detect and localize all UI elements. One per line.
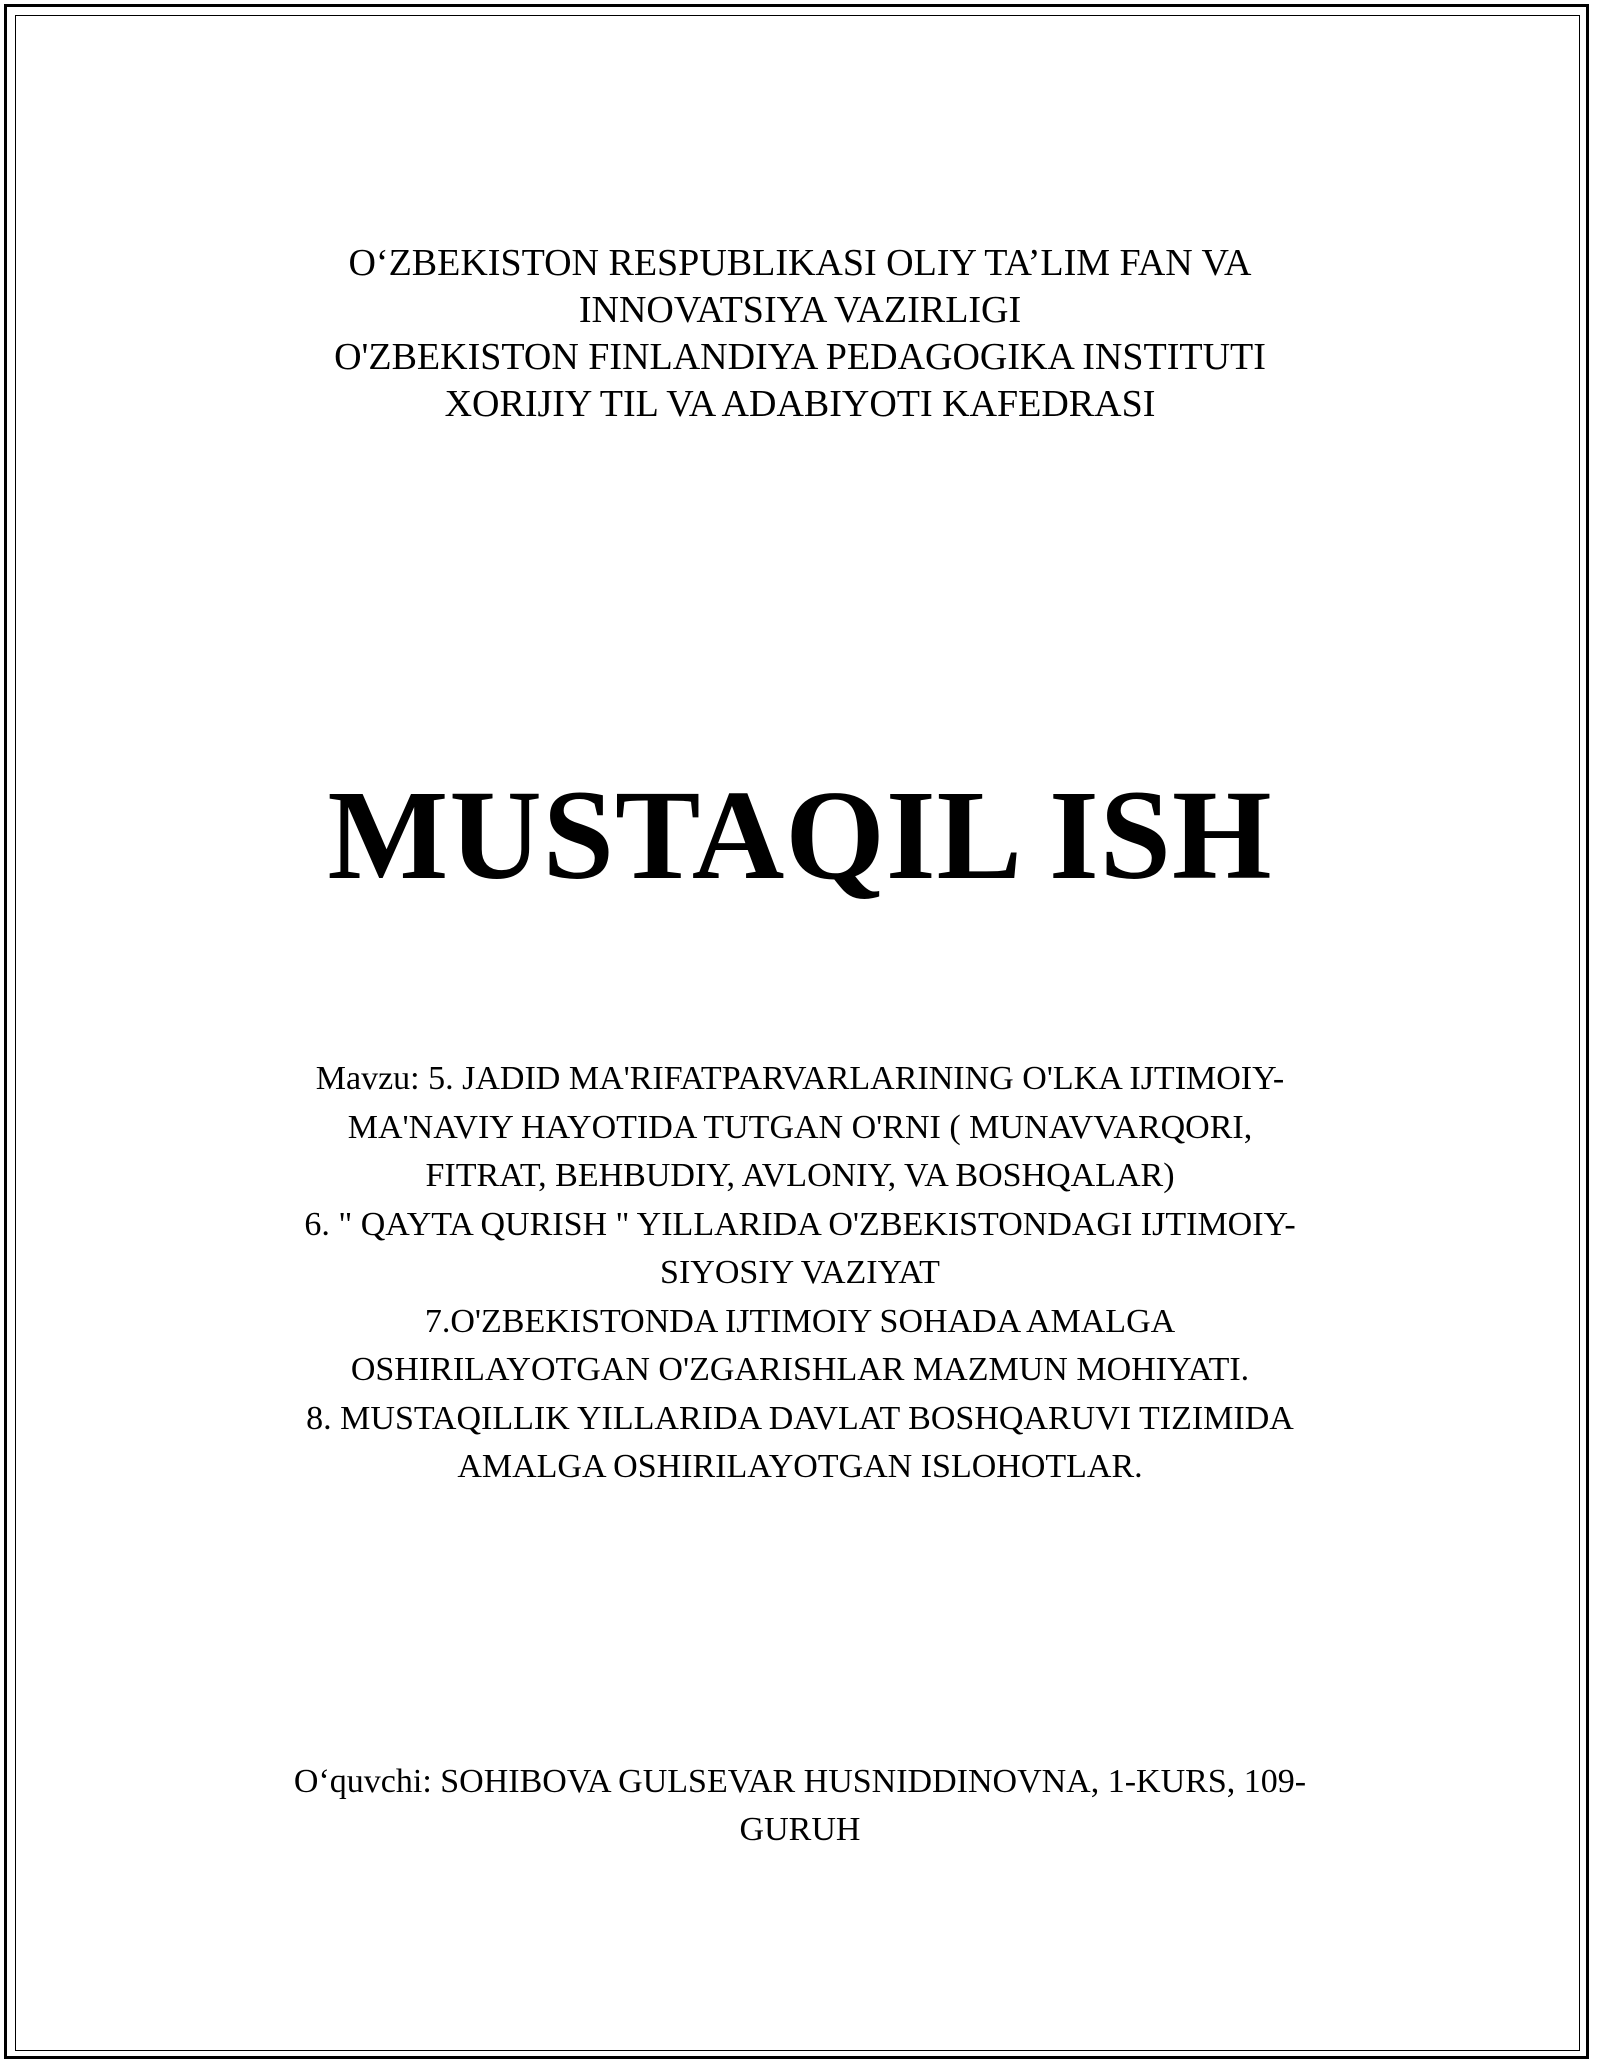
topic-line: SIYOSIY VAZIYAT bbox=[660, 1254, 940, 1291]
header-line: INNOVATSIYA VAZIRLIGI bbox=[578, 289, 1022, 331]
topic-line: Mavzu: 5. JADID MA'RIFATPARVARLARINING O'LKA IJTIMOIY- bbox=[315, 1060, 1285, 1097]
topic-section bbox=[60, 1055, 1540, 1492]
header-line: O'ZBEKISTON FINLANDIYA PEDAGOGIKA INSTITUTI bbox=[334, 336, 1266, 378]
header-line: XORIJIY TIL VA ADABIYOTI KAFEDRASI bbox=[444, 383, 1156, 425]
topic-line: 8. MUSTAQILLIK YILLARIDA DAVLAT BOSHQARUVI TIZIMIDA bbox=[306, 1399, 1294, 1437]
topic-line: FITRAT, BEHBUDIY, AVLONIY, VA BOSHQALAR) bbox=[425, 1157, 1175, 1194]
header-line: O‘ZBEKISTON RESPUBLIKASI OLIY TA’LIM FAN VA bbox=[348, 242, 1252, 284]
title-page bbox=[60, 0, 1540, 2070]
topic-line: 6. " QAYTA QURISH " YILLARIDA O'ZBEKISTONDAGI IJTIMOIY- bbox=[304, 1205, 1296, 1243]
topic-line: OSHIRILAYOTGAN O'ZGARISHLAR MAZMUN MOHIYATI. bbox=[350, 1351, 1250, 1388]
student-line: O‘quvchi: SOHIBOVA GULSEVAR HUSNIDDINOVNA, 1-KURS, 109- bbox=[293, 1763, 1307, 1800]
topic-line: 7.O'ZBEKISTONDA IJTIMOIY SOHADA AMALGA bbox=[424, 1302, 1176, 1340]
student-info bbox=[60, 1758, 1540, 1854]
topic-line: MA'NAVIY HAYOTIDA TUTGAN O'RNI ( MUNAVVARQORI, bbox=[347, 1108, 1253, 1146]
institution-header bbox=[60, 240, 1540, 428]
student-line: GURUH bbox=[739, 1811, 861, 1848]
topic-line: AMALGA OSHIRILAYOTGAN ISLOHOTLAR. bbox=[457, 1448, 1143, 1485]
document-title: MUSTAQIL ISH bbox=[327, 764, 1273, 906]
